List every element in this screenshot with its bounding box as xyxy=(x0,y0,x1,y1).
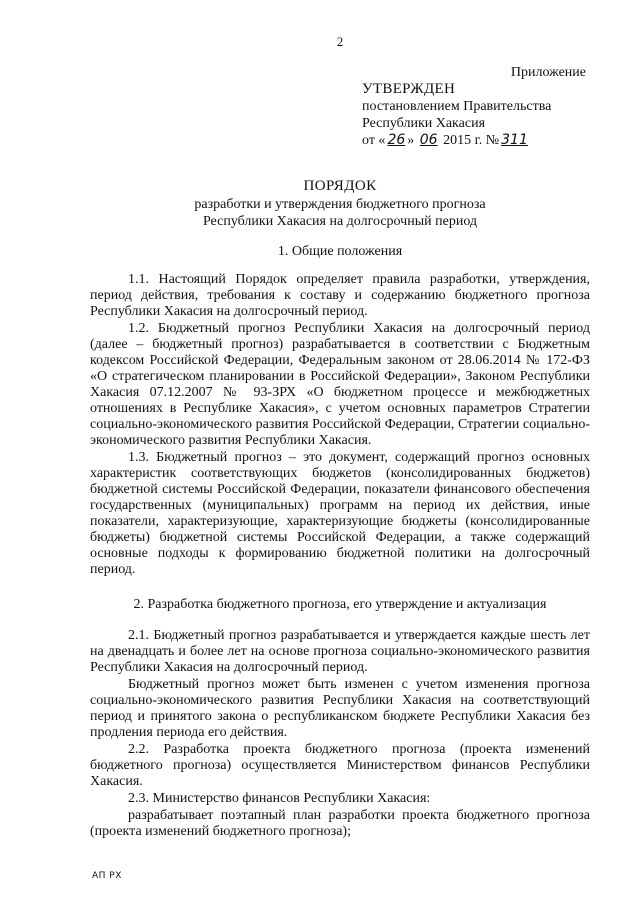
page-number: 2 xyxy=(336,34,344,49)
approval-day-handwritten: 26 xyxy=(387,132,406,148)
subtitle-line-2: Республики Хакасия на долгосрочный период xyxy=(202,214,478,229)
appendix-label: Приложение xyxy=(510,65,586,80)
approval-block xyxy=(362,81,551,149)
paragraph-2-1: 2.1. Бюджетный прогноз разрабатывается и утверждается каждые шесть лет на двенадцать и более лет на основе прогноза социально-экономического развития Республики Хакасия на долгосрочный период. xyxy=(90,628,590,675)
approval-line-2: Республики Хакасия xyxy=(362,116,486,131)
approval-title: УТВЕРЖДЕН xyxy=(362,81,456,97)
paragraph-2-3-item: разрабатывает поэтапный план разработки проекта бюджетного прогноза (проекта изменений бюджетного прогноза); xyxy=(90,808,590,839)
paragraph-2-3: 2.3. Министерство финансов Республики Хакасия: xyxy=(128,791,431,806)
approval-year-text: 2015 г. № xyxy=(443,133,500,148)
paragraph-1-1: 1.1. Настоящий Порядок определяет правила разработки, утверждения, период действия, требования к составу и содержанию бюджетного прогноза Республики Хакасия на долгосрочный период. xyxy=(90,272,590,319)
approval-date-prefix: от « xyxy=(362,133,386,148)
subtitle-line-1: разработки и утверждения бюджетного прогноза xyxy=(194,197,486,212)
approval-date-line xyxy=(362,132,551,149)
section-1-heading: 1. Общие положения xyxy=(277,244,403,259)
section-1-body xyxy=(90,272,590,579)
paragraph-1-2: 1.2. Бюджетный прогноз Республики Хакасия на долгосрочный период (далее – бюджетный прогноз) разрабатывается в соответствии с Бюджетным кодексом Российской Федерации, Федеральным законом от 28.06.2014 № 172-ФЗ «О стратегическом планировании в Российской Федерации», Законом Республики Хакасия 07.12.2007 № 93-ЗРХ «О бюджетном процессе и межбюджетных отношениях в Республике Хакасия», с учетом основных параметров Стратегии социально-экономического развития Российской Федерации, Стратегии социально-экономического развития Республики Хакасия. xyxy=(90,321,590,448)
approval-quote-close: » xyxy=(407,133,415,148)
approval-month-handwritten: 06 xyxy=(419,132,438,148)
section-2-heading: 2. Разработка бюджетного прогноза, его утверждение и актуализация xyxy=(133,597,547,612)
section-2-body xyxy=(90,628,590,841)
approval-line-1: постановлением Правительства xyxy=(362,99,552,114)
paragraph-1-3: 1.3. Бюджетный прогноз – это документ, содержащий прогноз основных характеристик соответствующих бюджетов (консолидированных бюджетов) бюджетной системы Российской Федерации, показатели финансового обеспечения государственных (муниципальных) программ на период их действия, иные показатели, характеризующие, характеризующие бюджеты (консолидированные бюджеты) бюджетной системы Российской Федерации, а также содержащий основные подходы к формированию бюджетной политики на долгосрочный период. xyxy=(90,450,590,577)
footer-mark: АП РХ xyxy=(92,871,122,881)
paragraph-2-1-cont: Бюджетный прогноз может быть изменен с учетом изменения прогноза социально-экономического развития Республики Хакасия на соответствующий период и принятого закона о республиканском бюджете Республики Хакасия без продления периода его действия. xyxy=(90,677,590,740)
document-subtitle xyxy=(90,196,590,230)
paragraph-2-2: 2.2. Разработка проекта бюджетного прогноза (проекта изменений бюджетного прогноза) осуществляется Министерством финансов Республики Хакасия. xyxy=(90,742,590,789)
document-title: ПОРЯДОК xyxy=(303,178,377,194)
approval-number-handwritten: 311 xyxy=(501,132,528,148)
